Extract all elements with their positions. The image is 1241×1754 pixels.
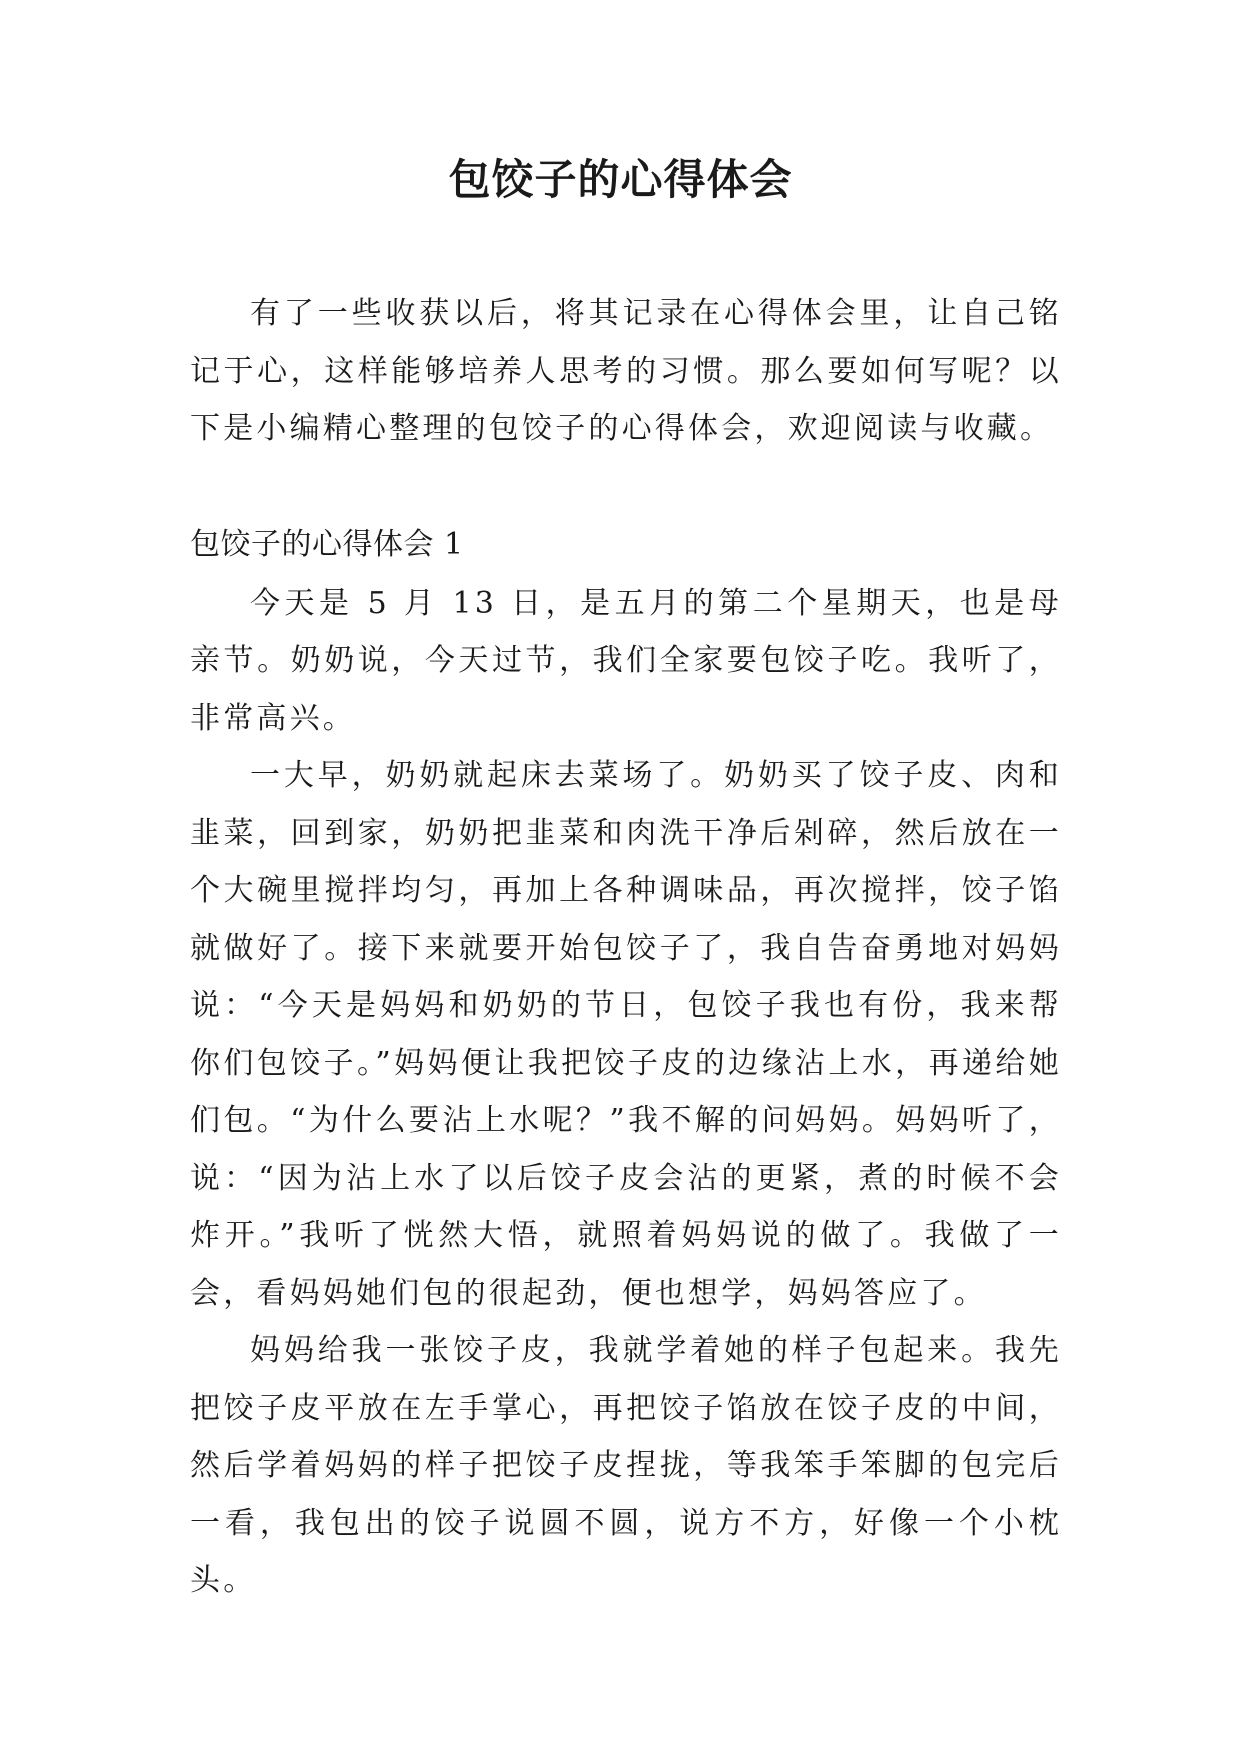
section-heading: 包饺子的心得体会 1 [190, 526, 464, 562]
body-paragraph: 今天是 5 月 13 日，是五月的第二个星期天，也是母亲节。奶奶说，今天过节，我们全家要包饺子吃。我听了，非常高兴。 [190, 585, 1062, 736]
document-body [190, 285, 1062, 1610]
body-paragraph: 妈妈给我一张饺子皮，我就学着她的样子包起来。我先把饺子皮平放在左手掌心，再把饺子馅放在饺子皮的中间，然后学着妈妈的样子把饺子皮捏拢，等我笨手笨脚的包完后一看，我包出的饺子说圆不圆，说方不方，好像一个小枕头。 [190, 1333, 1062, 1598]
intro-paragraph: 有了一些收获以后，将其记录在心得体会里，让自己铭记于心，这样能够培养人思考的习惯。那么要如何写呢？以下是小编精心整理的包饺子的心得体会，欢迎阅读与收藏。 [190, 296, 1062, 446]
body-paragraph: 一大早，奶奶就起床去菜场了。奶奶买了饺子皮、肉和韭菜，回到家，奶奶把韭菜和肉洗干净后剁碎，然后放在一个大碗里搅拌均匀，再加上各种调味品，再次搅拌，饺子馅就做好了。接下来就要开始包饺子了，我自告奋勇地对妈妈说：“今天是妈妈和奶奶的节日，包饺子我也有份，我来帮你们包饺子。”妈妈便让我把饺子皮的边缘沾上水，再递给她们包。“为什么要沾上水呢？”我不解的问妈妈。妈妈听了，说：“因为沾上水了以后饺子皮会沾的更紧，煮的时候不会炸开。”我听了恍然大悟，就照着妈妈说的做了。我做了一会，看妈妈她们包的很起劲，便也想学，妈妈答应了。 [190, 758, 1062, 1311]
document-title: 包饺子的心得体会 [448, 155, 793, 204]
